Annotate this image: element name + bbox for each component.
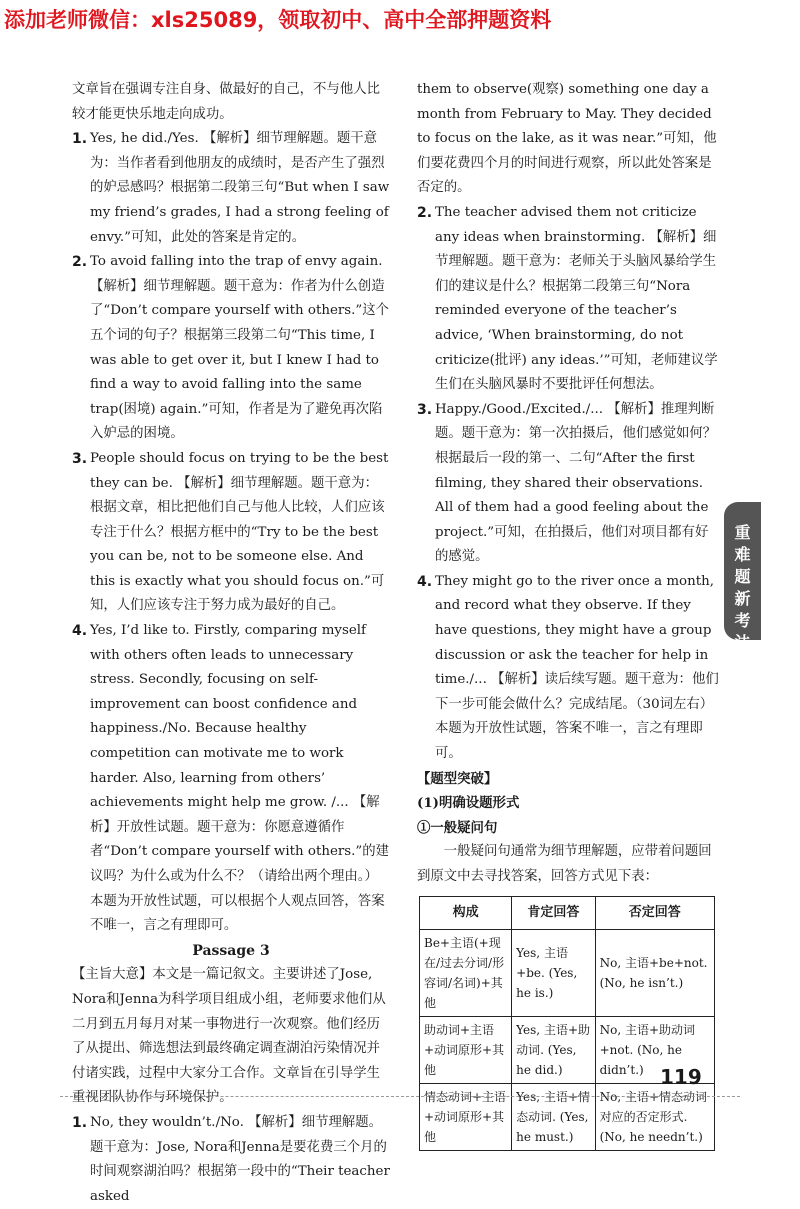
explanation-paragraph: 一般疑问句通常为细节理解题，应带着问题回到原文中去寻找答案，回答方式见下表： <box>417 844 712 884</box>
item-number: 3. <box>72 450 88 467</box>
subsection-heading: (1)明确设题形式 <box>417 795 520 812</box>
table-cell: No, 主语+情态动词对应的否定形式. (No, he needn’t.) <box>595 1083 714 1150</box>
section-heading: 【题型突破】 <box>417 770 498 787</box>
tab-char: 考 <box>734 611 751 630</box>
answer-item <box>72 1111 390 1209</box>
table-header-row <box>420 896 715 929</box>
main-idea: 【主旨大意】本文是一篇记叙文。主要讲述了Jose, Nora和Jenna为科学项目组成小组，老师要求他们从二月到五月每月对某一事物进行一次观察。他们经历了从提出、筛选想法到最终确定调查湖泊污染情况并付诸实践，过程中大家分工合作。文章旨在引导学生重视团队协作与环境保护。 <box>72 967 386 1106</box>
answer-text: Happy./Good./Excited./... 【解析】推理判断题。题干意为：第一次拍摄后，他们感觉如何？根据最后一段的第一、二句“After the first filming, they shared their observations. All of them had a good feeling about the project.”可知，在拍摄后，他们对项目都有好的感觉。 <box>435 401 717 565</box>
tab-char: 法 <box>734 633 751 652</box>
table-cell: Yes, 主语+助动词. (Yes, he did.) <box>512 1016 595 1083</box>
table-cell: 助动词+主语+动词原形+其他 <box>420 1016 512 1083</box>
right-column <box>417 78 720 1151</box>
table-cell: No, 主语+助动词+not. (No, he didn’t.) <box>595 1016 714 1083</box>
item-number: 4. <box>72 623 88 640</box>
footer-divider <box>60 1096 740 1097</box>
answer-item <box>72 447 390 619</box>
item-number: 2. <box>417 204 433 221</box>
answer-item <box>417 570 720 767</box>
answer-text: To avoid falling into the trap of envy again. 【解析】细节理解题。题干意为：作者为什么创造了“Don’t compare yourself with others.”这个五个词的句子？根据第三段第二句“This time, I was able to get over it, but I knew I had to find a way to avoid falling into the same trap(困境) again.”可知，作者是为了避免再次陷入妒忌的困境。 <box>90 254 390 442</box>
table-header: 构成 <box>420 896 512 929</box>
answer-continuation: them to observe(观察) something one day a month from February to May. They decided to focus on the lake, as it was near.”可知，他们要花费四个月的时间进行观察，所以此处答案是否定的。 <box>417 82 717 196</box>
table-header: 肯定回答 <box>512 896 595 929</box>
answer-item <box>72 127 390 250</box>
chapter-side-tab <box>724 502 761 652</box>
subsection-heading: ①一般疑问句 <box>417 819 498 836</box>
passage-title: Passage 3 <box>192 942 270 959</box>
promo-banner: 添加老师微信：xls25089，领取初中、高中全部押题资料 <box>4 8 552 32</box>
table-cell: Yes, 主语+be. (Yes, he is.) <box>512 929 595 1016</box>
answer-text: Yes, he did./Yes. 【解析】细节理解题。题干意为：当作者看到他朋友的成绩时，是否产生了强烈的妒忌感吗？根据第二段第三句“But when I saw my friend’s grades, I had a strong feeling of envy.”可知，此处的答案是肯定的。 <box>90 131 390 245</box>
summary-ending: 文章旨在强调专注自身、做最好的自己，不与他人比较才能更快乐地走向成功。 <box>72 82 380 122</box>
answer-item <box>417 398 720 570</box>
answer-item <box>72 250 390 447</box>
table-cell: 情态动词+主语+动词原形+其他 <box>420 1083 512 1150</box>
item-number: 1. <box>72 131 88 148</box>
answer-format-table <box>419 896 715 1151</box>
table-cell: No, 主语+be+not. (No, he isn’t.) <box>595 929 714 1016</box>
answer-text: The teacher advised them not criticize any ideas when brainstorming. 【解析】细节理解题。题干意为：老师关于头脑风暴给学生们的建议是什么？根据第二段第三句“Nora reminded everyone of the teacher’s advice, ‘When brainstorming, do not criticize(批评) any ideas.’”可知，老师建议学生们在头脑风暴时不要批评任何想法。 <box>435 204 718 393</box>
table-row <box>420 929 715 1016</box>
page-number: 119 <box>660 1065 702 1089</box>
answer-item <box>417 201 720 398</box>
item-number: 2. <box>72 254 88 271</box>
item-number: 3. <box>417 401 433 418</box>
tab-char: 难 <box>734 545 751 564</box>
left-column <box>72 78 390 1209</box>
item-number: 1. <box>72 1114 88 1131</box>
table-cell: Yes, 主语+情态动词. (Yes, he must.) <box>512 1083 595 1150</box>
tab-char: 题 <box>734 567 751 586</box>
answer-item <box>72 619 390 939</box>
tab-char: 新 <box>734 589 751 608</box>
answer-text: People should focus on trying to be the best they can be. 【解析】细节理解题。题干意为：根据文章，相比把他们自己与他人比较，人们应该专注于什么？根据方框中的“Try to be the best you can be, not to be someone else. And this is exactly what you should focus on.”可知，人们应该专注于努力成为最好的自己。 <box>90 450 389 614</box>
answer-text: Yes, I’d like to. Firstly, comparing myself with others often leads to unnecessary stress. Secondly, focusing on self-improvement can boost confidence and happiness./No. Because healthy competition can motivate me to work harder. Also, learning from others’ achievements might help me grow. /... 【解析】开放性试题。题干意为：你愿意遵循作者“Don’t compare yourself with others.”的建议吗？为什么或为什么不？（请给出两个理由。）本题为开放性试题，可以根据个人观点回答，答案不唯一，言之有理即可。 <box>90 623 390 934</box>
answer-text: No, they wouldn’t./No. 【解析】细节理解题。题干意为：Jose, Nora和Jenna是要花费三个月的时间观察湖泊吗？根据第一段中的“Their teacher asked <box>90 1114 390 1204</box>
item-number: 4. <box>417 573 433 590</box>
tab-char: 重 <box>734 523 751 542</box>
table-row <box>420 1083 715 1150</box>
answer-text: They might go to the river once a month, and record what they observe. If they have questions, they might have a group discussion or ask the teacher for help in time./... 【解析】读后续写题。题干意为：他们下一步可能会做什么？完成结尾。（30词左右）本题为开放性试题，答案不唯一，言之有理即可。 <box>435 573 719 762</box>
table-header: 否定回答 <box>595 896 714 929</box>
table-cell: Be+主语(+现在/过去分词/形容词/名词)+其他 <box>420 929 512 1016</box>
